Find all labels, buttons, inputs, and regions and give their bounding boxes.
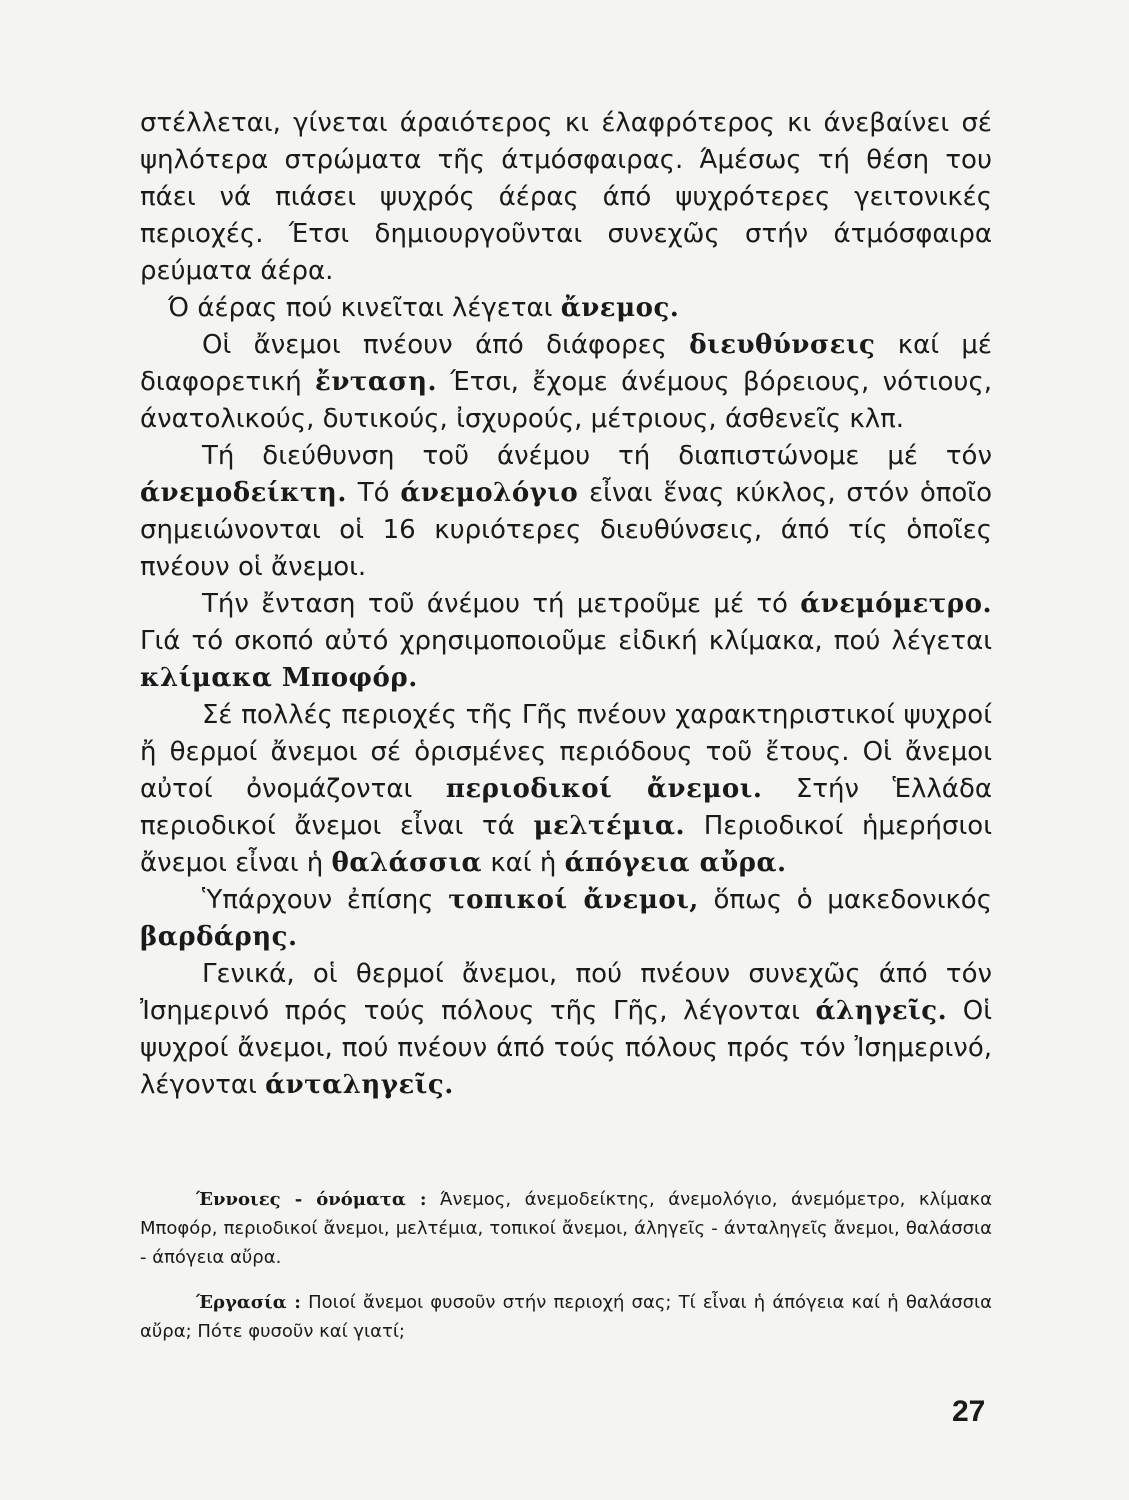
paragraph-3-part-b: καί μέ διαφορετική [140, 330, 992, 397]
term-klimaka-bofor: κλίμακα Μποφόρ. [140, 663, 418, 693]
main-text [140, 105, 992, 1104]
term-aligeis: άληγεῖς. [815, 996, 948, 1026]
paragraph-4-part-b: Τό [346, 478, 401, 508]
paragraph-8 [140, 956, 992, 1104]
term-anemometro: άνεμόμετρο. [800, 589, 992, 619]
paragraph-4 [140, 438, 992, 586]
paragraph-2-text: Ό άέρας πού κινεῖται λέγεται [168, 293, 561, 323]
term-apogeia-avra: άπόγεια αὔρα. [564, 848, 787, 878]
paragraph-6-part-d: καί ἡ [482, 848, 565, 878]
paragraph-3-part-a: Οἱ ἄνεμοι πνέουν άπό διάφορες [202, 330, 690, 360]
notes-section [140, 1185, 992, 1346]
exercise-note [140, 1288, 992, 1346]
term-anemos: ἄνεμος. [560, 293, 680, 323]
paragraph-5 [140, 586, 992, 697]
paragraph-4-part-a: Τή διεύθυνση τοῦ άνέμου τή διαπιστώνομε μέ τόν [202, 441, 992, 471]
paragraph-8-part-b: Οἱ ψυχροί ἄνεμοι, πού πνέουν άπό τούς πόλους πρός τόν Ἰσημερινό, λέγονται [140, 996, 993, 1100]
term-periodikoi-anemoi: περιοδικοί ἄνεμοι. [445, 774, 763, 804]
paragraph-2 [140, 290, 992, 327]
term-thalassia: θαλάσσια [331, 848, 483, 878]
paragraph-6 [140, 697, 992, 882]
paragraph-6-part-c: Περιοδικοί ἡμερήσιοι ἄνεμοι εἶναι ἡ [140, 811, 992, 878]
term-antaligeis: άνταληγεῖς. [265, 1070, 454, 1100]
page-number: 27 [952, 1395, 986, 1428]
paragraph-7-part-b: ὅπως ὁ μακεδονικός [698, 885, 992, 915]
paragraph-4-part-c: εἶναι ἕνας κύκλος, στόν ὁποῖο σημειώνονται οἱ 16 κυριότερες διευθύνσεις, άπό τίς ὁποῖες πνέουν οἱ ἄνεμοι. [140, 478, 992, 582]
term-anemodeiktis: άνεμοδείκτη. [140, 478, 347, 508]
paragraph-5-part-b: Γιά τό σκοπό αὐτό χρησιμοποιοῦμε εἰδική κλίμακα, πού λέγεται [140, 626, 992, 656]
term-entasi: ἔνταση. [315, 367, 438, 397]
exercise-text: Ποιοί ἄνεμοι φυσοῦν στήν περιοχή σας; Τί εἶναι ἡ άπόγεια καί ἡ θαλάσσια αὔρα; Πότε φυσοῦν καί γιατί; [140, 1292, 992, 1342]
term-topikoi-anemoi: τοπικοί ἄνεμοι, [448, 885, 699, 915]
paragraph-3 [140, 327, 992, 438]
paragraph-6-part-b: Στήν Ἑλλάδα περιοδικοί ἄνεμοι εἶναι τά [140, 774, 992, 841]
paragraph-6-part-a: Σέ πολλές περιοχές τῆς Γῆς πνέουν χαρακτηριστικοί ψυχροί ἤ θερμοί ἄνεμοι σέ ὁρισμένες περιόδους τοῦ ἔτους. Οἱ ἄνεμοι αὐτοί ὀνομάζονται [140, 700, 992, 804]
concepts-text: Άνεμος, άνεμοδείκτης, άνεμολόγιο, άνεμόμετρο, κλίμακα Μποφόρ, περιοδικοί ἄνεμοι, μελτέμια, τοπικοί ἄνεμοι, άληγεῖς - άνταληγεῖς ἄνεμοι, θαλάσσια - άπόγεια αὔρα. [140, 1189, 993, 1268]
paragraph-3-part-c: Έτσι, ἔχομε άνέμους βόρειους, νότιους, άνατολικούς, δυτικούς, ἰσχυρούς, μέτριους, άσθενεῖς κλπ. [140, 367, 992, 434]
exercise-label: Έργασία : [196, 1292, 301, 1313]
term-vardaris: βαρδάρης. [140, 922, 298, 952]
paragraph-7-part-a: Ὑπάρχουν ἐπίσης [202, 885, 449, 915]
term-anemologio: άνεμολόγιο [400, 478, 579, 508]
paragraph-8-part-a: Γενικά, οἱ θερμοί ἄνεμοι, πού πνέουν συνεχῶς άπό τόν Ἰσημερινό πρός τούς πόλους τῆς Γῆς, λέγονται [140, 959, 992, 1026]
term-meltemia: μελτέμια. [533, 811, 686, 841]
term-dieythynseis: διευθύνσεις [689, 330, 876, 360]
paragraph-1: στέλλεται, γίνεται άραιότερος κι έλαφρότερος κι άνεβαίνει σέ ψηλότερα στρώματα τῆς άτμόσφαιρας. Άμέσως τή θέση του πάει νά πιάσει ψυχρός άέρας άπό ψυχρότερες γειτονικές περιοχές. Έτσι δημιουργοῦνται συνεχῶς στήν άτμόσφαιρα ρεύματα άέρα. [140, 108, 992, 286]
paragraph-7 [140, 882, 992, 956]
concepts-note [140, 1185, 992, 1272]
paragraph-5-part-a: Τήν ἔνταση τοῦ άνέμου τή μετροῦμε μέ τό [202, 589, 801, 619]
concepts-label: Έννοιες - όνόματα : [196, 1189, 427, 1210]
